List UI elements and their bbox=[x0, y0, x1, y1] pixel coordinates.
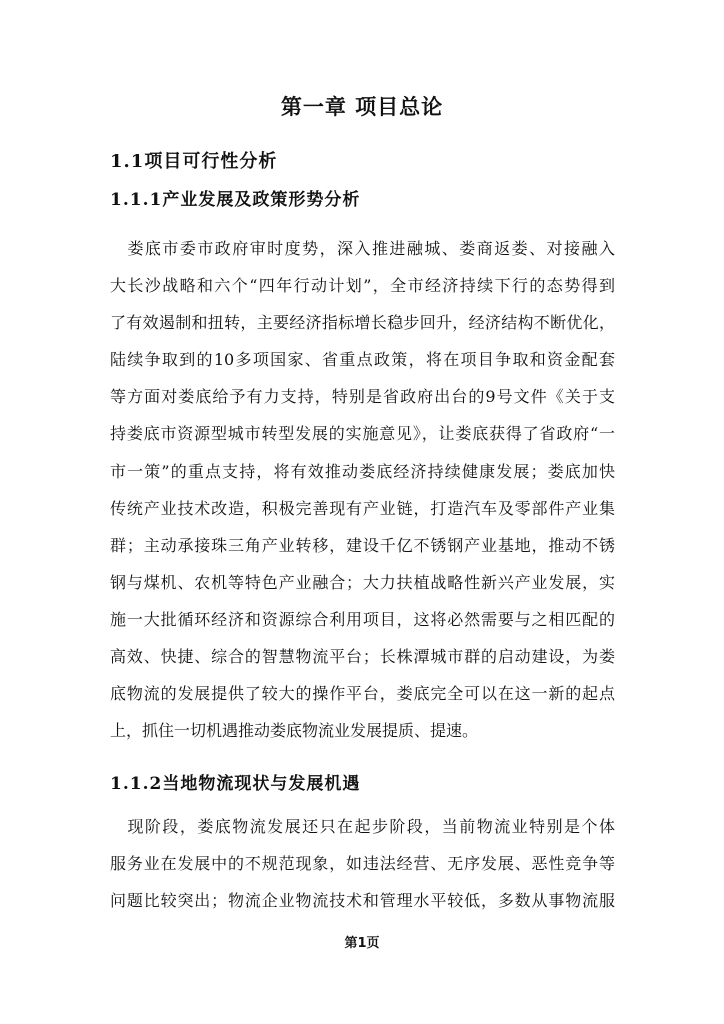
paragraph-line: 市一策”的重点支持，将有效推动娄底经济持续健康发展；娄底加快 bbox=[110, 461, 615, 481]
paragraph-line: 上，抓住一切机遇推动娄底物流业发展提质、提速。 bbox=[110, 721, 479, 741]
paragraph-line: 群；主动承接珠三角产业转移，建设千亿不锈钢产业基地，推动不锈 bbox=[110, 535, 615, 555]
paragraph-line: 服务业在发展中的不规范现象，如违法经营、无序发展、恶性竞争等 bbox=[110, 854, 615, 874]
chapter-title: 第一章 项目总论 bbox=[280, 95, 444, 119]
paragraph-line: 现阶段，娄底物流发展还只在起步阶段，当前物流业特别是个体 bbox=[110, 817, 615, 836]
paragraph-line: 传统产业技术改造，积极完善现有产业链，打造汽车及零部件产业集 bbox=[110, 498, 615, 518]
paragraph-line: 施一大批循环经济和资源综合利用项目，这将必然需要与之相匹配的 bbox=[110, 609, 615, 629]
paragraph-1 bbox=[110, 230, 615, 749]
paragraph-line: 问题比较突出；物流企业物流技术和管理水平较低，多数从事物流服 bbox=[110, 891, 615, 911]
subsection-heading-1: 1.1.1产业发展及政策形势分析 bbox=[110, 190, 361, 210]
paragraph-line: 大长沙战略和六个“四年行动计划”，全市经济持续下行的态势得到 bbox=[110, 276, 615, 296]
paragraph-2 bbox=[110, 808, 615, 919]
paragraph-line: 高效、快捷、综合的智慧物流平台；长株潭城市群的启动建设，为娄 bbox=[110, 647, 615, 667]
paragraph-line: 了有效遏制和扭转，主要经济指标增长稳步回升，经济结构不断优化， bbox=[110, 313, 615, 333]
paragraph-line: 陆续争取到的10多项国家、省重点政策，将在项目争取和资金配套 bbox=[110, 350, 615, 370]
page-number: 第1页 bbox=[344, 936, 380, 951]
subsection-heading-2: 1.1.2当地物流现状与发展机遇 bbox=[110, 774, 361, 794]
paragraph-line: 等方面对娄底给予有力支持，特别是省政府出台的9号文件《关于支 bbox=[110, 387, 615, 407]
section-heading: 1.1项目可行性分析 bbox=[110, 151, 278, 172]
paragraph-line: 钢与煤机、农机等特色产业融合；大力扶植战略性新兴产业发展，实 bbox=[110, 572, 615, 592]
paragraph-line: 持娄底市资源型城市转型发展的实施意见》，让娄底获得了省政府“一 bbox=[110, 424, 615, 444]
paragraph-line: 娄底市委市政府审时度势，深入推进融城、娄商返娄、对接融入 bbox=[110, 239, 615, 258]
paragraph-line: 底物流的发展提供了较大的操作平台，娄底完全可以在这一新的起点 bbox=[110, 684, 615, 704]
